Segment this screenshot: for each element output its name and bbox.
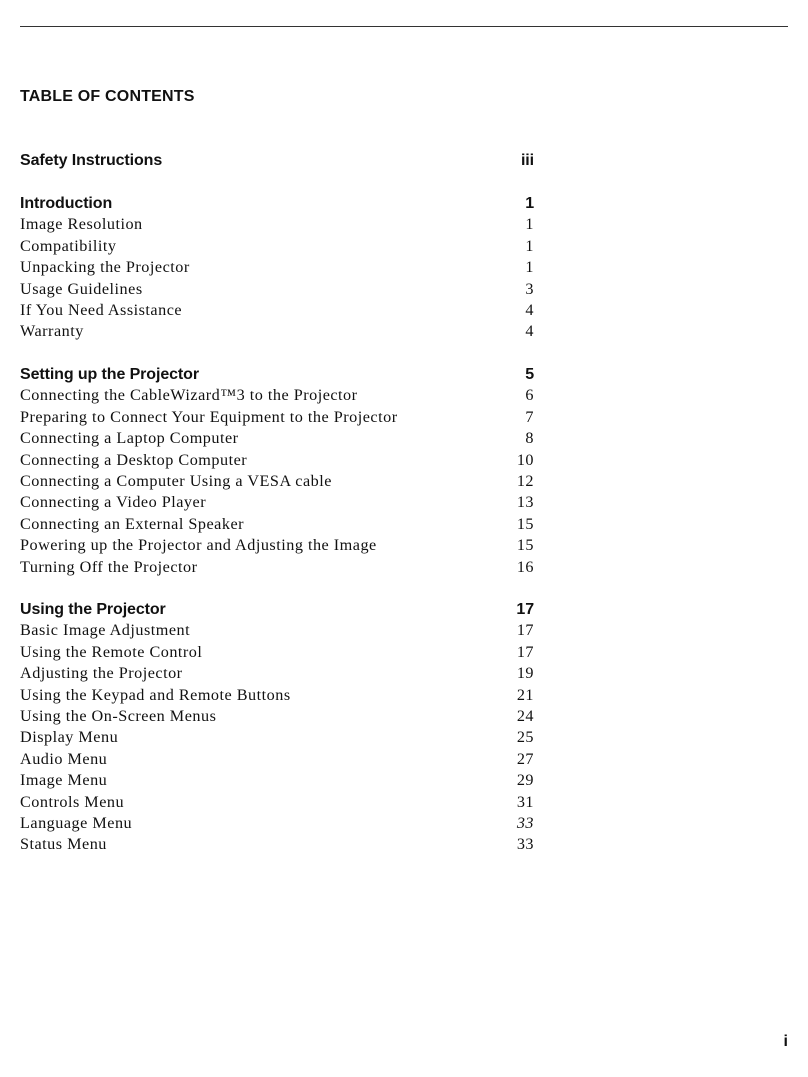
page-number: i [783,1033,788,1050]
toc-heading[interactable] [20,599,534,620]
toc-entry[interactable] [20,557,534,578]
toc-section-introduction [20,193,534,343]
toc-entry-label: Preparing to Connect Your Equipment to the Projector [20,407,398,426]
toc-entry-page: 4 [525,322,534,341]
toc-entry-label: Compatibility [20,236,117,255]
toc-entry-page: 1 [525,258,534,277]
toc-heading-title: Introduction [20,195,113,212]
toc-entry-label: Image Menu [20,771,108,790]
toc-entry-page: 19 [516,664,534,683]
toc-entry-label: Image Resolution [20,215,143,234]
toc-heading-title: Setting up the Projector [20,366,199,383]
toc-entry[interactable] [20,471,534,492]
toc-entry[interactable] [20,792,534,813]
toc-entry-label: Using the On-Screen Menus [20,706,217,725]
toc-entry[interactable] [20,300,534,321]
toc-entry-label: Connecting a Desktop Computer [20,450,248,469]
toc-entry-page: 17 [516,621,534,640]
toc-entry-label: Audio Menu [20,749,108,768]
toc-entry[interactable] [20,385,534,406]
toc-entry-page: 1 [525,236,534,255]
toc-entry-page: 7 [525,407,534,426]
toc-entry-label: Display Menu [20,728,119,747]
toc-entry-label: Warranty [20,322,84,341]
toc-entry-page: 3 [525,279,534,298]
toc-entry-page: 29 [516,771,534,790]
toc-heading-page: 17 [516,601,534,618]
toc-entry-label: Controls Menu [20,792,125,811]
toc-entry-page: 12 [516,471,534,490]
toc-heading-page: 1 [525,195,534,212]
toc-entry[interactable] [20,236,534,257]
toc-entry-page: 15 [516,514,534,533]
toc-entry-label: Adjusting the Projector [20,664,183,683]
toc-entry[interactable] [20,620,534,641]
toc-entry[interactable] [20,770,534,791]
toc-entry[interactable] [20,450,534,471]
toc-entry[interactable] [20,428,534,449]
toc-entry[interactable] [20,749,534,770]
toc-entry-label: Unpacking the Projector [20,258,190,277]
toc-entry-label: Basic Image Adjustment [20,621,191,640]
toc-entry[interactable] [20,321,534,342]
toc-entry-page: 13 [516,493,534,512]
toc-entry[interactable] [20,727,534,748]
toc-entry-page: 24 [516,706,534,725]
toc-entry-page: 33 [516,835,534,854]
toc-entry-label: Connecting an External Speaker [20,514,245,533]
toc-entry-page: 27 [516,749,534,768]
page-title: TABLE OF CONTENTS [20,88,195,105]
top-rule [20,26,788,27]
toc-section-safety [20,150,534,171]
toc-entry[interactable] [20,663,534,684]
toc-entry-page: 17 [516,642,534,661]
toc-entry-page: 10 [516,450,534,469]
toc-entry-label: Status Menu [20,835,107,854]
toc-entry[interactable] [20,214,534,235]
toc-entry[interactable] [20,279,534,300]
toc-entry[interactable] [20,813,534,834]
toc-entry[interactable] [20,642,534,663]
toc-entry-page: 21 [516,685,534,704]
toc-heading-title: Using the Projector [20,601,166,618]
toc-entry-label: Powering up the Projector and Adjusting the Image [20,536,377,555]
toc-entry-page: 6 [525,386,534,405]
toc-entry-label: Turning Off the Projector [20,557,198,576]
toc-entry[interactable] [20,514,534,535]
toc-entry-label: Connecting a Laptop Computer [20,429,239,448]
toc-heading[interactable] [20,364,534,385]
toc-heading-page: iii [520,152,534,169]
toc-entry[interactable] [20,706,534,727]
toc-entry[interactable] [20,407,534,428]
toc-heading[interactable] [20,150,534,171]
toc-heading-title: Safety Instructions [20,152,163,169]
toc-heading[interactable] [20,193,534,214]
toc-entry-label: Using the Keypad and Remote Buttons [20,685,291,704]
toc-entry-label: Connecting a Computer Using a VESA cable [20,471,332,490]
toc-entry[interactable] [20,685,534,706]
toc-entry-page: 15 [516,536,534,555]
toc-entry[interactable] [20,535,534,556]
toc-entry-label: Connecting a Video Player [20,493,207,512]
toc-entry-label: If You Need Assistance [20,300,183,319]
toc-entry-page: 8 [525,429,534,448]
toc-entry-page: 31 [516,792,534,811]
toc-entry-page: 4 [525,300,534,319]
toc-entry-page: 16 [516,557,534,576]
toc-entry[interactable] [20,257,534,278]
toc-entry-label: Language Menu [20,813,133,832]
toc-entry[interactable] [20,492,534,513]
toc-entry-page: 1 [525,215,534,234]
toc-section-setting-up [20,364,534,578]
toc-entry-page: 25 [516,728,534,747]
toc-entry-label: Using the Remote Control [20,642,203,661]
toc-entry[interactable] [20,834,534,855]
toc-heading-page: 5 [525,366,534,383]
toc-entry-label: Usage Guidelines [20,279,143,298]
toc-section-using [20,599,534,856]
toc-entry-page: 33 [516,813,534,832]
toc-entry-label: Connecting the CableWizard™3 to the Projector [20,386,358,405]
